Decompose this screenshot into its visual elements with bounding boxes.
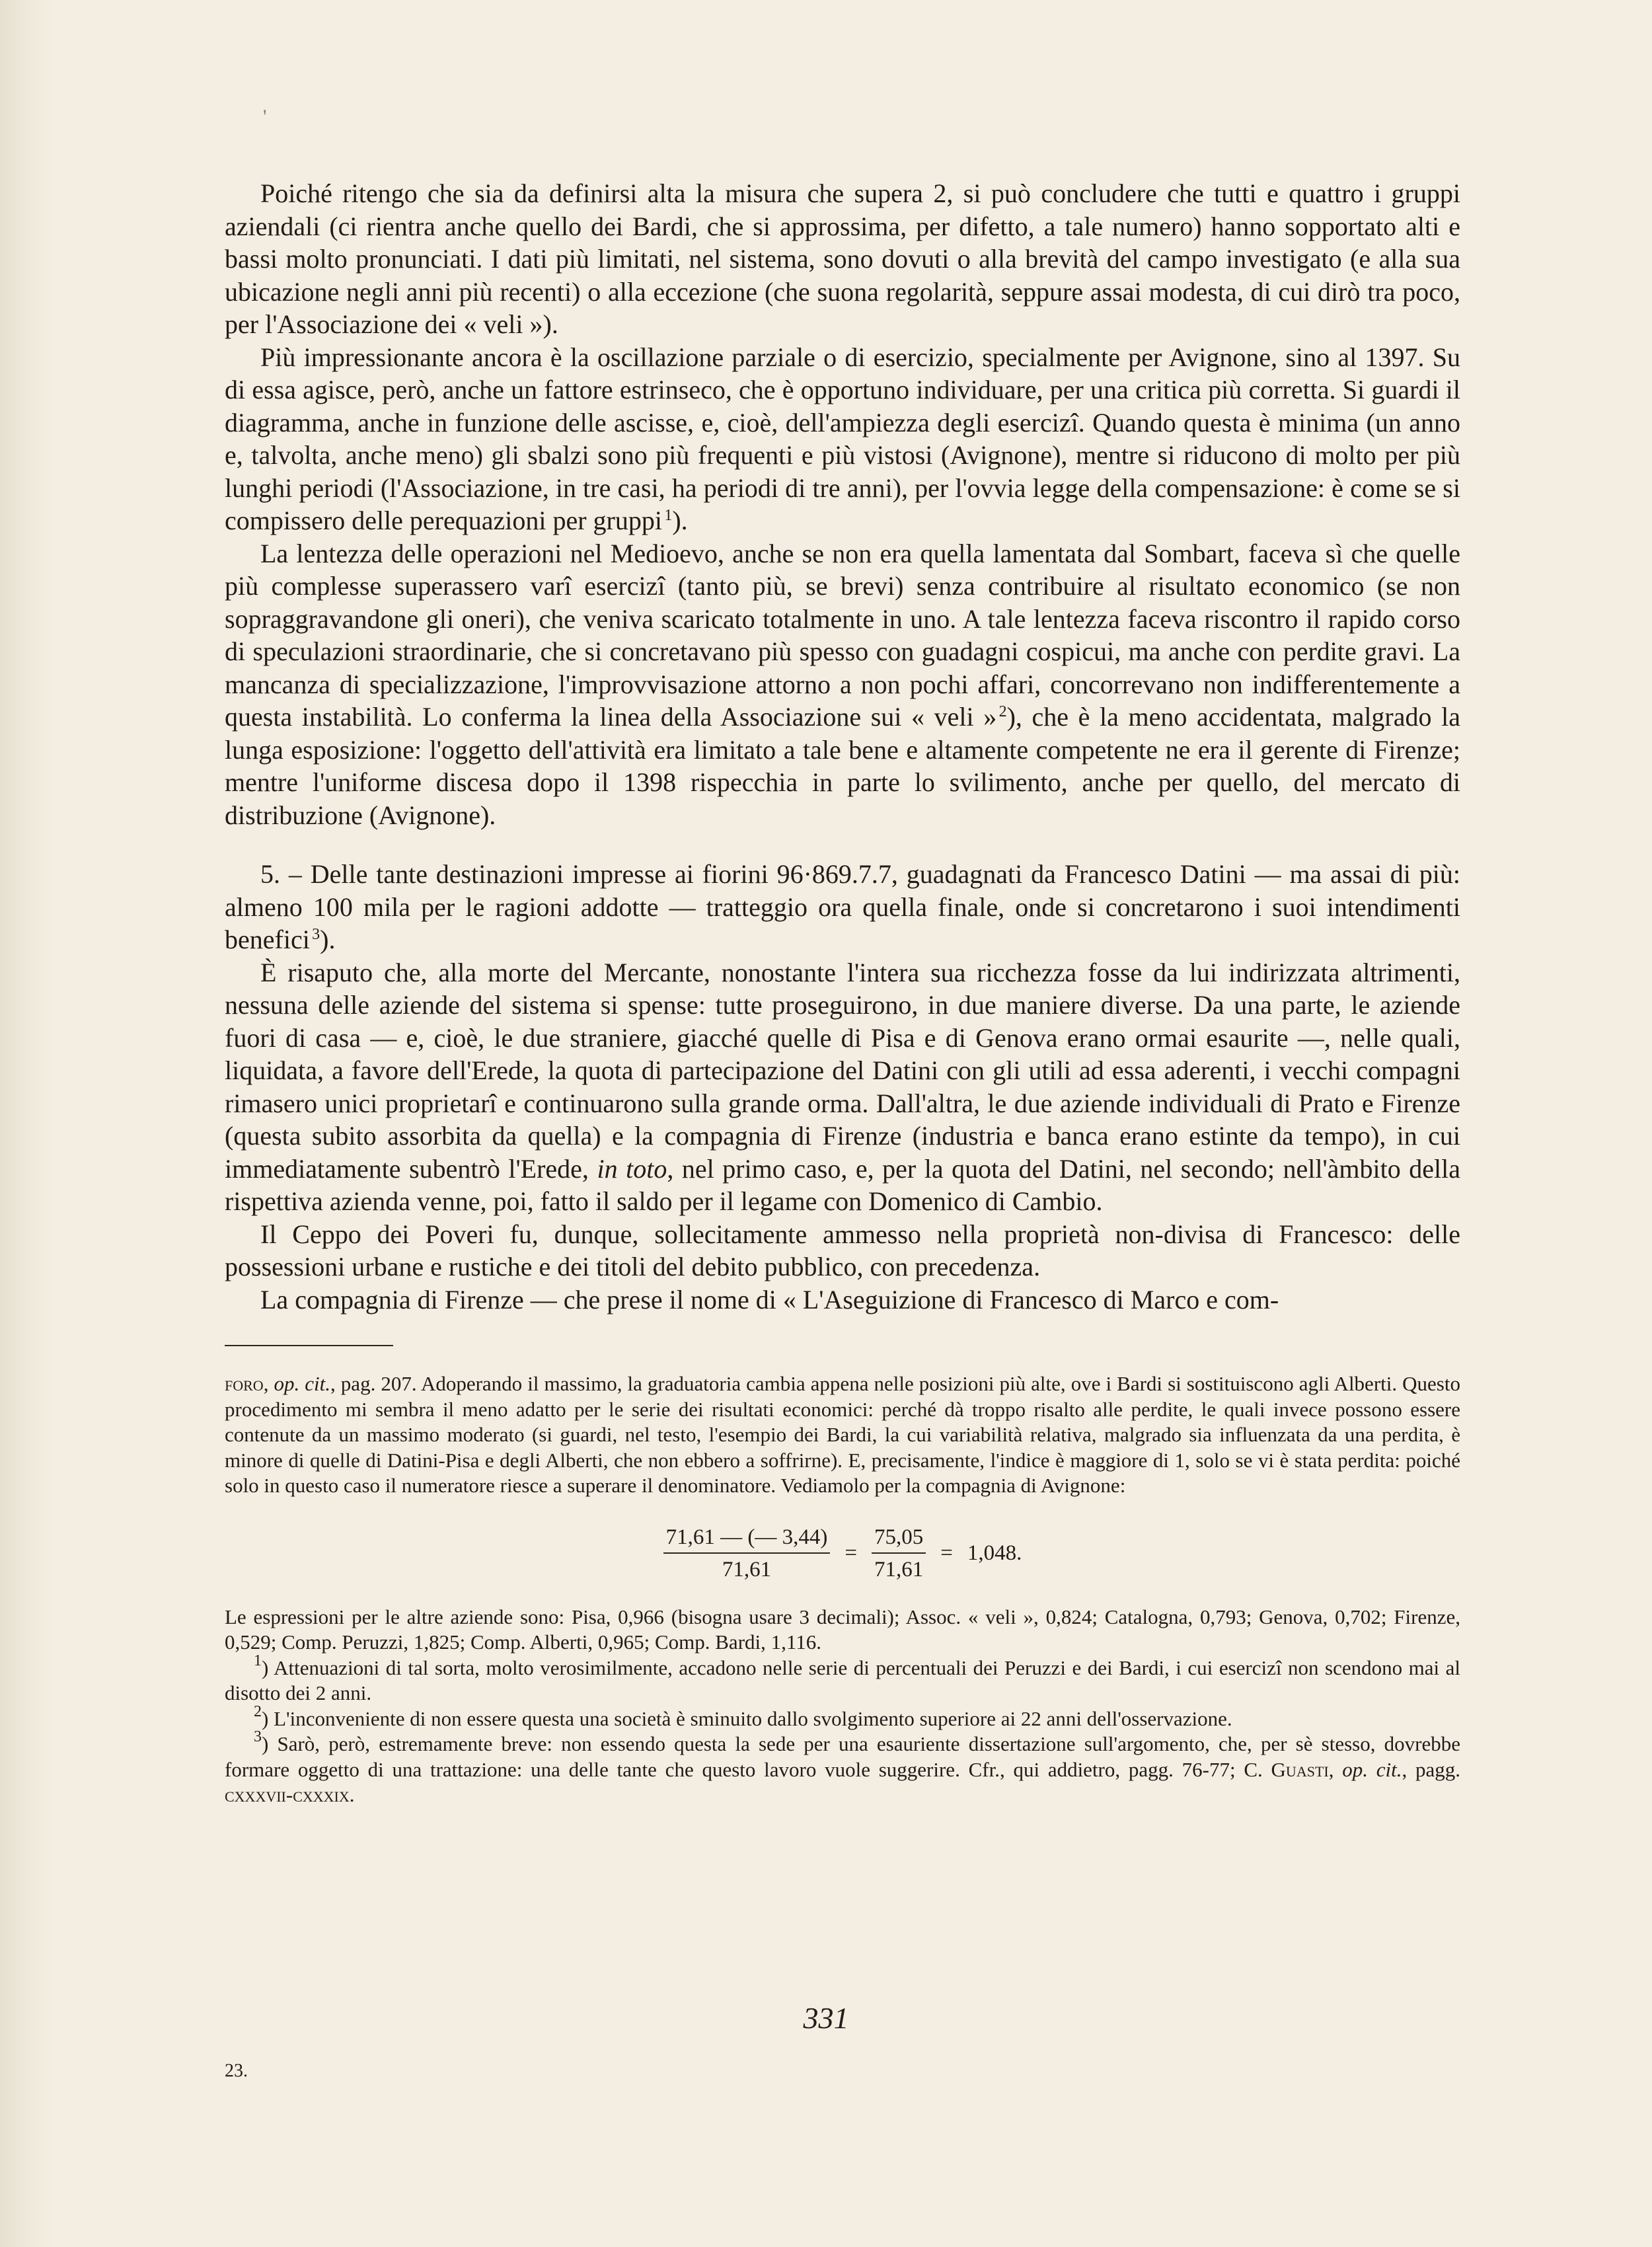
footnote-3-text-a: ) Sarò, però, estremamente breve: non essendo questa la sede per una esauriente dissertazione sull'argomento, che, per sè stesso, dovrebbe formare oggetto di una trattazione: una delle tante che questo lavoro vuole suggerire. Cfr., qui addietro, pagg. 76-77; C. (225, 1732, 1460, 1781)
italic-in-toto: in toto (597, 1153, 667, 1184)
footnote-divider (225, 1345, 393, 1346)
footnotes (225, 1371, 1460, 1808)
paragraph-section-5-text: 5. – Delle tante destinazioni impresse ai fiorini 96·869.7.7, guadagnati da Francesco Datini — ma assai di più: almeno 100 mila per le ragioni addotte — tratteggio ora quella finale, onde si concretarono i suoi intendimenti benefici (225, 859, 1460, 954)
note-punct: , (263, 1372, 269, 1395)
footnote-3 (225, 1728, 1461, 1808)
footnote-2-text: ) L'inconveniente di non essere questa una società è sminuito dallo svolgimento superiore ai 22 anni dell'osservazione. (262, 1706, 1232, 1730)
equals-sign-2: = (940, 1541, 953, 1565)
footnote-ref-3: 3 (312, 926, 320, 943)
fraction-2 (872, 1525, 926, 1582)
page-range-roman: cxxxvii-cxxxix (225, 1783, 350, 1806)
signature-mark: 23. (225, 2061, 248, 2081)
paragraph-7: La compagnia di Firenze — che prese il nome di « L'Aseguizione di Francesco di Marco e com- (260, 1284, 1279, 1314)
op-cit-1: op. cit. (274, 1372, 331, 1395)
footnote-2 (225, 1702, 1460, 1732)
paragraph-3 (225, 537, 1460, 832)
footnote-2-mark: 2 (254, 1702, 262, 1720)
footnote-1-mark: 1 (254, 1652, 262, 1669)
top-mark: ' (263, 106, 267, 128)
footnote-3-mark: 3 (254, 1728, 262, 1745)
footnote-3-end: . (349, 1783, 355, 1806)
footnote-3-punct: , (1328, 1757, 1334, 1781)
page-edge-shadow (0, 0, 53, 2247)
note-other-expressions: Le espressioni per le altre aziende sono: Pisa, 0,966 (bisogna usare 3 decimali); Assoc. « veli », 0,824; Catalogna, 0,793; Genova, 0,702; Firenze, 0,529; Comp. Peruzzi, 1,825; Comp. Alberti, 0,965; Comp. Bardi, 1,116. (225, 1605, 1460, 1654)
author-guasti: Guasti (1271, 1757, 1329, 1781)
paragraph-3-text-a: La lentezza delle operazioni nel Medioevo, anche se non era quella lamentata dal Sombart, faceva sì che quelle più complesse superassero varî esercizî (tanto più, se brevi) senza contribuire al risultato economico (se non sopraggravandone gli oneri), che veniva scaricato totalmente in uno. A tale lentezza faceva riscontro il rapido corso di speculazioni straordinarie, che si concretavano più spesso con guadagni cospicui, ma anche con perdite gravi. La mancanza di specializzazione, l'improvvisazione attorno a non pochi affari, concorrevano non indifferentemente a questa instabilità. Lo conferma la linea della Associazione sui « veli » (225, 538, 1460, 732)
note-continuation-text: , pag. 207. Adoperando il massimo, la graduatoria cambia appena nelle posizioni più alte, ove i Bardi si sostituiscono agli Alberti. Questo procedimento mi sembra il meno adatto per le serie dei risultati economici: perché dà troppo risalto alle perdite, le quali invece possono essere contenute da un massimo moderato (si guardi, nel testo, l'esempio dei Bardi, la cui variabilità relativa, malgrado sia influenzata da una perdita, è minore di quelle di Datini-Pisa e degli Alberti, che non ebbero a soffrirne). E, precisamente, l'indice è maggiore di 1, solo se vi è stata perdita: poiché solo in questo caso il numeratore riesce a superare il denominatore. Vediamolo per la compagnia di Avignone: (225, 1372, 1460, 1497)
paragraph-3-text-b: ), che è la meno accidentata, malgrado la lunga esposizione: l'oggetto dell'attività era limitato a tale bene e altamente competente ne era il gerente di Firenze; mentre l'uniforme discesa dopo il 1398 rispecchia in parte lo svilimento, anche per quello, del mercato di distribuzione (Avignone). (225, 702, 1460, 830)
paragraph-2-text: Più impressionante ancora è la oscillazione parziale o di esercizio, specialmente per Avignone, sino al 1397. Su di essa agisce, però, anche un fattore estrinseco, che è opportuno individuare, per una critica più corretta. Si guardi il diagramma, anche in funzione delle ascisse, e, cioè, dell'ampiezza degli esercizî. Quando questa è minima (un anno e, talvolta, anche meno) gli sbalzi sono più frequenti e più vistosi (Avignone), mentre si riducono di molto per più lunghi periodi (l'Associazione, in tre casi, ha periodi di tre anni), per l'ovvia legge della compensazione: è come se si compissero delle perequazioni per gruppi (225, 342, 1460, 535)
op-cit-2: op. cit. (1342, 1757, 1402, 1781)
paragraph-section-5-end: ). (320, 925, 336, 954)
paragraph-6: Il Ceppo dei Poveri fu, dunque, sollecitamente ammesso nella proprietà non-divisa di Francesco: delle possessioni urbane e rustiche e dei titoli del debito pubblico, con precedenza. (225, 1219, 1460, 1281)
footnote-ref-2: 2 (998, 703, 1007, 720)
footnote-ref-1: 1 (664, 507, 673, 524)
formula (225, 1525, 1460, 1582)
paragraph-1: Poiché ritengo che sia da definirsi alta la misura che supera 2, si può concludere che tutti e quattro i gruppi aziendali (ci rientra anche quello dei Bardi, che si approssima, per difetto, a tale numero) hanno sopportato alti e bassi molto pronunciati. I dati più limitati, nel sistema, sono dovuti o alla brevità del campo investigato (e alla sua ubicazione negli anni più recenti) o alla eccezione (che suona regolarità, seppure assai modesta, di cui dirò tra poco, per l'Associazione dei « veli »). (225, 178, 1460, 339)
formula-result: 1,048. (967, 1541, 1022, 1565)
author-foro: foro (225, 1372, 264, 1395)
fraction-1 (663, 1525, 831, 1582)
paragraph-5-text-b: , nel primo caso, e, per la quota del Datini, nel secondo; nell'àmbito della rispettiva azienda venne, poi, fatto il saldo per il legame con Domenico di Cambio. (225, 1153, 1461, 1216)
paragraph-2 (225, 341, 1460, 537)
paragraph-section-5 (225, 858, 1460, 956)
main-text (225, 177, 1460, 1808)
fraction-2-numerator: 75,05 (872, 1525, 926, 1554)
fraction-1-numerator: 71,61 — (— 3,44) (663, 1525, 831, 1554)
fraction-1-denominator: 71,61 (722, 1557, 772, 1581)
footnote-1 (225, 1652, 1460, 1706)
paragraph-2-end: ). (672, 506, 688, 535)
paragraph-5 (225, 956, 1460, 1218)
footnote-3-text-c: , pagg. (1402, 1757, 1461, 1781)
equals-sign-1: = (845, 1541, 857, 1565)
paragraph-5-text-a: È risaputo che, alla morte del Mercante, nonostante l'intera sua ricchezza fosse da lui indirizzata altrimenti, nessuna delle aziende del sistema si spense: tutte proseguirono, in due maniere diverse. Da una parte, le aziende fuori di casa — e, cioè, le due straniere, giacché quelle di Pisa e di Genova erano ormai esaurite —, nelle quali, liquidata, a favore dell'Erede, la quota di partecipazione del Datini con gli utili ad essa aderenti, i vecchi compagni rimasero unici proprietarî e continuarono sulla grande orma. Dall'altra, le due aziende individuali di Prato e Firenze (questa subito assorbita da quella) e la compagnia di Firenze (industria e banca erano estinte da tempo), in cui immediatamente subentrò l'Erede, (225, 957, 1460, 1184)
footnote-1-text: ) Attenuazioni di tal sorta, molto verosimilmente, accadono nelle serie di percentuali dei Peruzzi e dei Bardi, i cui esercizî non scendono mai al disotto dei 2 anni. (225, 1656, 1460, 1704)
note-continuation (225, 1371, 1460, 1499)
fraction-2-denominator: 71,61 (874, 1557, 924, 1581)
page-number: 331 (803, 2001, 849, 2035)
